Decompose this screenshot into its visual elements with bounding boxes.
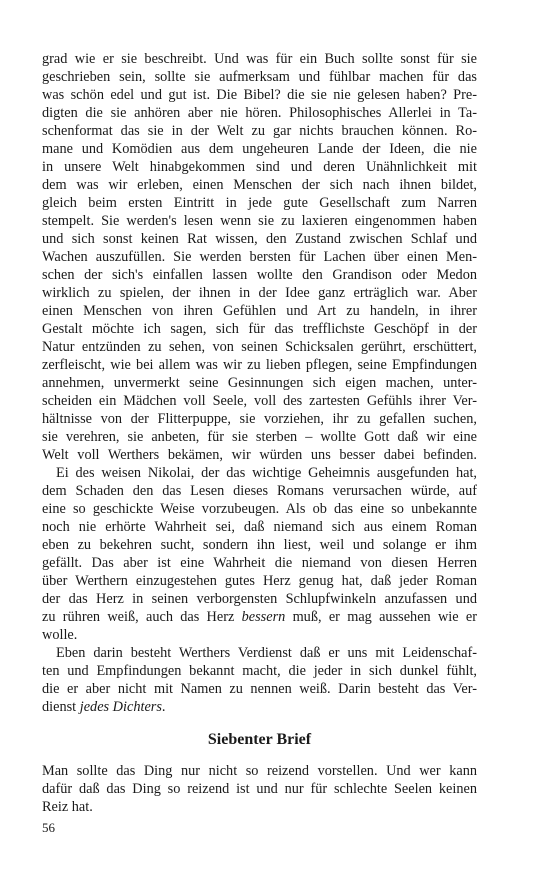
text-line: die er aber nicht mit Namen zu nennen weiß. Darin besteht das Ver- [42,681,477,697]
text-line: hältnisse von der Flitterpuppe, sie vorziehen, ihr zu gefallen suchen, [42,411,477,427]
text-line: annehmen, unvermerkt seine Gesinnungen sich eigen machen, unter- [42,375,477,391]
text-line: eben zu bekehren sucht, sondern ihn liest, weil und solange er ihm [42,537,477,553]
text-line: sie verehren, sie anbeten, für sie sterben – wollte Gott daß wir eine [42,429,477,445]
paragraph [42,762,477,816]
text-line: schenformat das sie in der Welt zu gar nichts brauchen können. Ro- [42,123,477,139]
text-line: noch nie erhörte Wahrheit sei, daß niemand sich aus einem Roman [42,519,477,535]
text-line: über Werthern einzugestehen gutes Herz genug hat, daß jeder Roman [42,573,477,589]
text-line: Eben darin besteht Werthers Verdienst daß er uns mit Leidenschaf- [56,645,477,661]
text-run: zu rühren weiß, auch das Herz [42,609,242,625]
text-line [42,698,477,716]
text-line: geschrieben sein, sollte sie aufmerksam und fühlbar machen für das [42,69,477,85]
text-line: dem Schaden den das Lesen dieses Romans verursachen würde, auf [42,483,477,499]
text-line: stempelt. Sie werden's lesen wenn sie zu laxieren eingenommen haben [42,213,477,229]
text-line: Gestalt möchte ich sagen, sich für das trefflichste Geschöpf in der [42,321,477,337]
paragraph [42,50,477,464]
text-line: mane und Komödien aus dem ungeheuren Lande der Ideen, die nie [42,141,477,157]
text-line: gleich beim ersten Eintritt in jede gute Gesellschaft zum Narren [42,195,477,211]
text-line: und sich sonst keinen Rat wissen, den Zustand zwischen Schlaf und [42,231,477,247]
text-line: dafür daß das Ding so reizend ist und nur für schlechte Seelen keinen [42,781,477,797]
emphasis-text: jedes Dichters [79,699,162,715]
text-line: Natur entzünden zu sehen, von seinen Schicksalen gerührt, erschüttert, [42,339,477,355]
text-line: Welt voll Werthers bekämen, wir würden uns besser dabei befinden. [42,447,477,463]
text-line [42,608,477,626]
section-heading: Siebenter Brief [207,731,312,748]
text-line: grad wie er sie beschreibt. Und was für ein Buch sollte sonst für sie [42,51,477,67]
text-line: einen Menschen von ihren Gefühlen und Art zu handeln, in ihrer [42,303,477,319]
paragraph [42,644,477,716]
text-line: schen der sich's einfallen lassen wollte den Grandison oder Medon [42,267,477,283]
text-line: digten die sie anhören aber nie hören. Philosophisches Allerlei in Ta- [42,105,477,121]
text-line: was schön edel und gut ist. Die Bibel? die sie nie gelesen haben? Pre- [42,87,477,103]
text-line: der das Herz in seinen verborgensten Schlupfwinkeln anzufassen und [42,591,477,607]
text-line: Man sollte das Ding nur nicht so reizend vorstellen. Und wer kann [42,763,477,779]
text-line: ten und Empfindungen bekannt macht, die jeder in sich dunkel fühlt, [42,663,477,679]
text-line: dem was wir erleben, einen Menschen der sich nach ihnen bildet, [42,177,477,193]
page-number: 56 [42,820,55,835]
text-line: scheiden ein Mädchen voll Seele, voll des zartesten Gefühls ihrer Ver- [42,393,477,409]
text-line: Reiz hat. [42,799,93,815]
text-line: Wachen auszufüllen. Sie werden bersten für Lachen über einen Men- [42,249,477,265]
text-run: muß, er mag aussehen wie er [285,609,477,625]
text-run: . [161,699,166,715]
text-line: gefällt. Das aber ist eine Wahrheit die niemand von diesen Herren [42,555,477,571]
page-body [42,50,477,816]
text-run: dienst [42,699,80,715]
text-line: eine so geschickte Weise vorzubeugen. Als ob das eine so unbekannte [42,501,477,517]
text-line: in unsere Welt hinabgekommen sind und deren Unähnlichkeit mit [42,159,477,175]
text-line: zerfleischt, wie bei allem was wir zu lieben pflegen, seine Empfindungen [42,357,477,373]
emphasis-text: bessern [241,609,286,625]
text-line: Ei des weisen Nikolai, der das wichtige Geheimnis ausgefunden hat, [56,465,477,481]
paragraph [42,464,477,644]
text-line: wolle. [42,627,78,643]
text-line: wirklich zu spielen, der ihnen in der Idee ganz erträglich war. Aber [42,285,477,301]
